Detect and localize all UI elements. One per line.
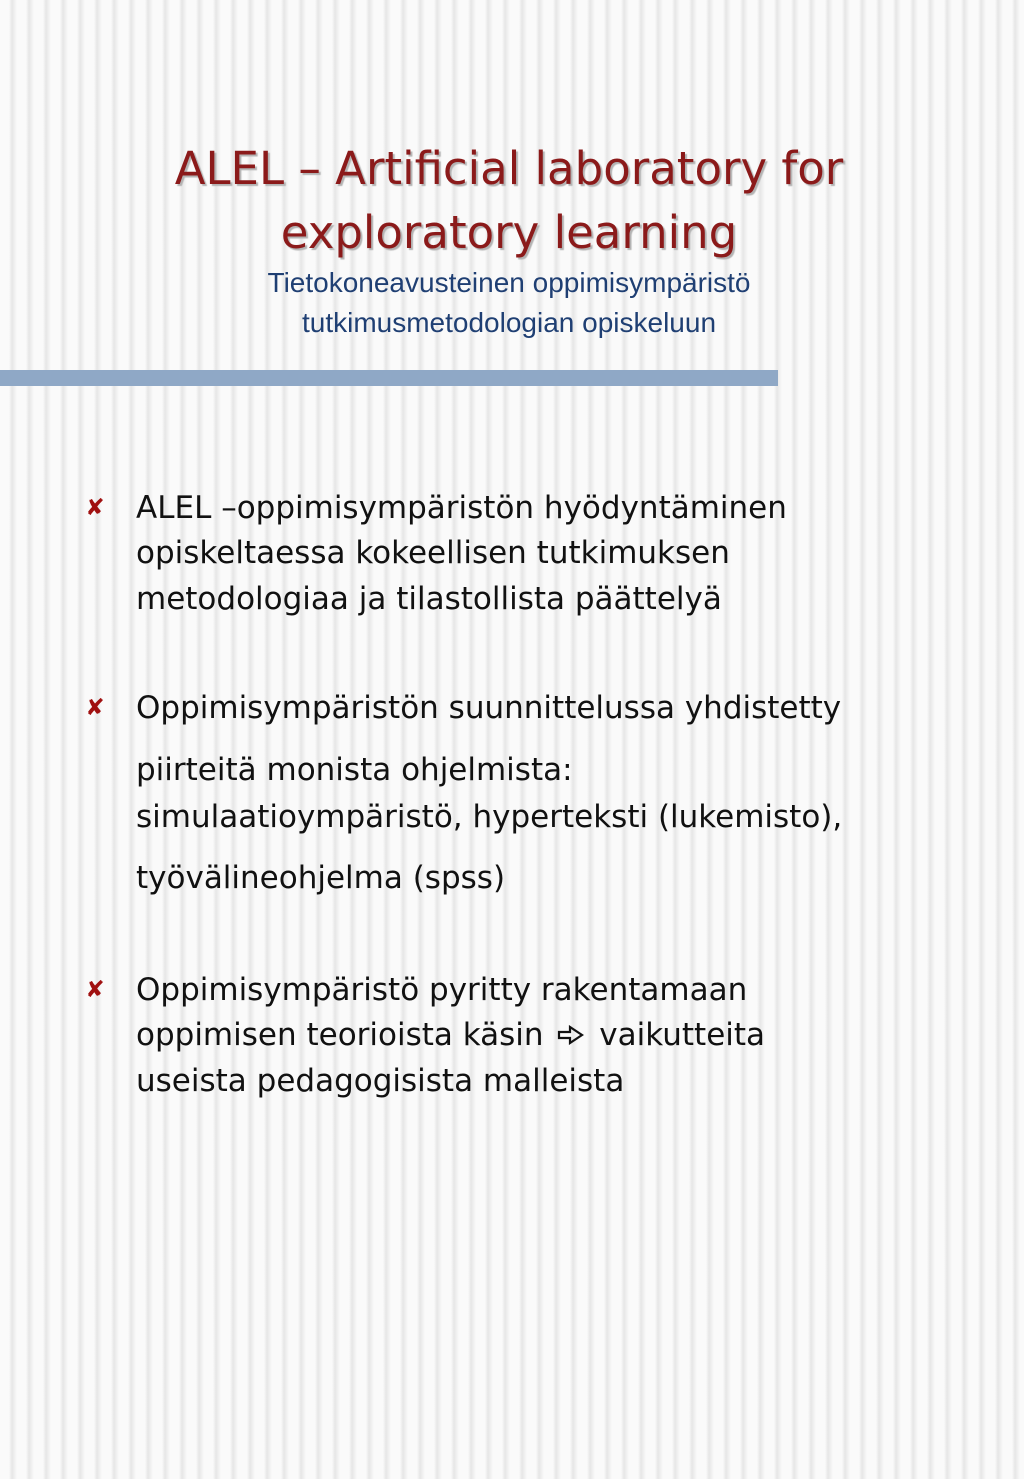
bullet-text-line: ALEL –oppimisympäristön hyödyntäminen <box>136 490 787 526</box>
x-bullet-icon: ✘ <box>85 695 105 721</box>
title-divider-bar <box>0 370 778 386</box>
arrow-line-text-before: oppimisen teorioista käsin <box>136 1017 544 1053</box>
slide-subtitle <box>40 263 978 343</box>
bullet-text-line-with-arrow <box>136 1015 765 1055</box>
x-bullet-icon: ✘ <box>85 977 105 1003</box>
slide-subtitle-line-1: Tietokoneavusteinen oppimisympäristö <box>267 267 751 298</box>
slide-title <box>40 137 978 265</box>
slide-title-line-2: exploratory learning <box>280 206 738 259</box>
bullet-text-line: Oppimisympäristön suunnittelussa yhdistetty <box>136 690 842 726</box>
slide-title-line-1: ALEL – Artificial laboratory for <box>174 142 844 195</box>
arrow-line-text-after: vaikutteita <box>599 1017 766 1053</box>
bullet-text-line: opiskeltaessa kokeellisen tutkimuksen <box>136 535 730 571</box>
bullet-text-line: Oppimisympäristö pyritty rakentamaan <box>136 972 748 1008</box>
hollow-right-arrow-icon <box>555 1025 585 1045</box>
bullet-text-line: useista pedagogisista malleista <box>136 1063 625 1099</box>
x-bullet-icon: ✘ <box>85 495 105 521</box>
slide-subtitle-line-2: tutkimusmetodologian opiskeluun <box>301 307 717 338</box>
bullet-text-line: työvälineohjelma (spss) <box>136 860 506 896</box>
bullet-text-line: simulaatioympäristö, hyperteksti (lukemisto), <box>136 799 843 835</box>
bullet-text-line: metodologiaa ja tilastollista päättelyä <box>136 581 722 617</box>
bullet-text-line: piirteitä monista ohjelmista: <box>136 752 573 788</box>
